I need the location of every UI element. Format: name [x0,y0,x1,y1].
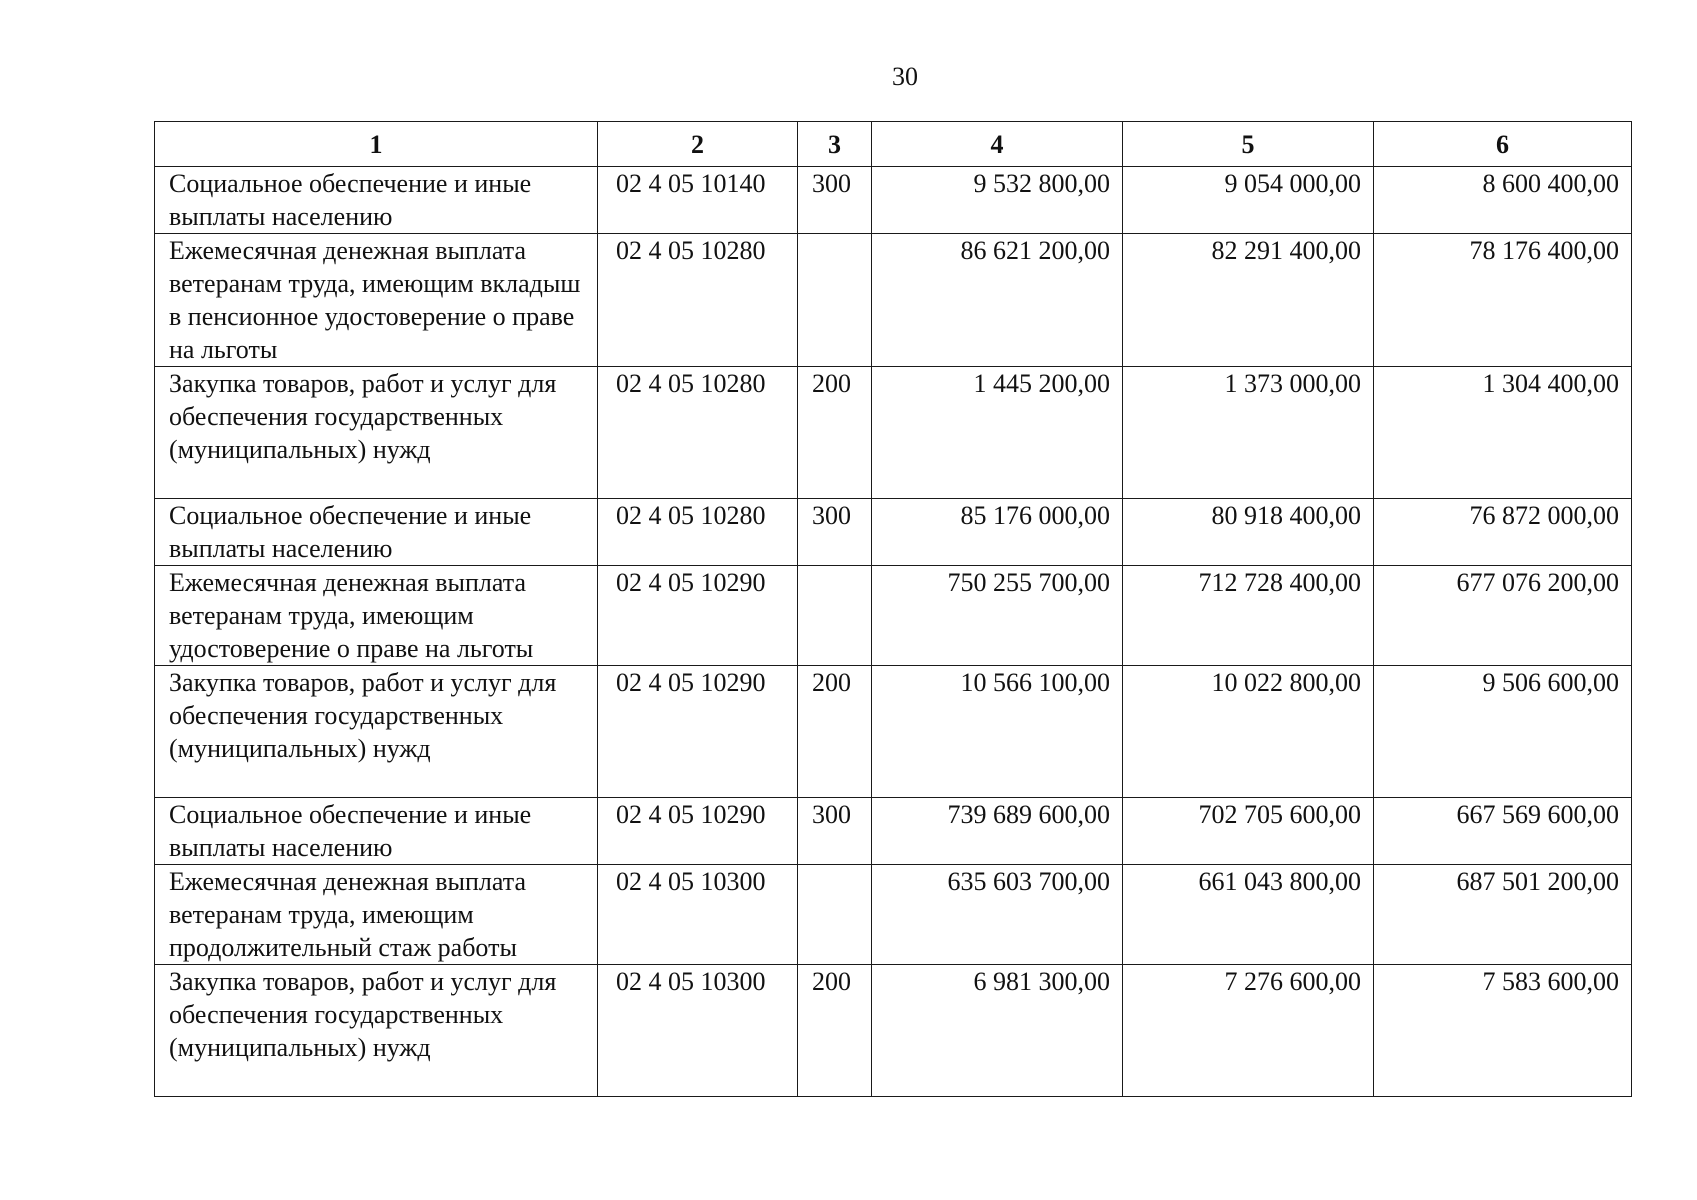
row-value-4-cell: 6 981 300,00 [872,965,1123,1097]
row-name-cell: Закупка товаров, работ и услуг для обеспечения государственных (муниципальных) нужд [155,965,598,1097]
column-header-6: 6 [1374,122,1632,167]
row-type-cell: 200 [798,367,872,499]
column-header-2: 2 [598,122,798,167]
row-name-cell: Социальное обеспечение и иные выплаты населению [155,798,598,865]
row-name-cell: Закупка товаров, работ и услуг для обеспечения государственных (муниципальных) нужд [155,367,598,499]
row-value-5-cell: 80 918 400,00 [1123,499,1374,566]
row-value-4-cell: 9 532 800,00 [872,167,1123,234]
row-value-6-cell: 7 583 600,00 [1374,965,1632,1097]
row-value-6-cell: 667 569 600,00 [1374,798,1632,865]
table-row [155,167,1632,234]
row-name-cell: Ежемесячная денежная выплата ветеранам труда, имеющим вкладыш в пенсионное удостоверение о праве на льготы [155,234,598,367]
row-code-cell: 02 4 05 10300 [598,965,798,1097]
row-name-cell: Социальное обеспечение и иные выплаты населению [155,167,598,234]
row-value-6-cell: 76 872 000,00 [1374,499,1632,566]
table-row [155,566,1632,666]
row-type-cell: 200 [798,965,872,1097]
row-value-4-cell: 85 176 000,00 [872,499,1123,566]
row-code-cell: 02 4 05 10290 [598,666,798,798]
row-code-cell: 02 4 05 10290 [598,798,798,865]
row-code-cell: 02 4 05 10280 [598,367,798,499]
row-value-4-cell: 1 445 200,00 [872,367,1123,499]
row-type-cell [798,566,872,666]
column-header-1: 1 [155,122,598,167]
row-code-cell: 02 4 05 10280 [598,499,798,566]
row-value-6-cell: 1 304 400,00 [1374,367,1632,499]
row-name-cell: Ежемесячная денежная выплата ветеранам труда, имеющим удостоверение о праве на льготы [155,566,598,666]
row-value-6-cell: 677 076 200,00 [1374,566,1632,666]
row-value-4-cell: 739 689 600,00 [872,798,1123,865]
table-row [155,666,1632,798]
column-header-4: 4 [872,122,1123,167]
row-type-cell: 200 [798,666,872,798]
table-row [155,798,1632,865]
row-value-5-cell: 712 728 400,00 [1123,566,1374,666]
table-row [155,234,1632,367]
table-row [155,865,1632,965]
row-code-cell: 02 4 05 10280 [598,234,798,367]
row-value-6-cell: 9 506 600,00 [1374,666,1632,798]
column-header-3: 3 [798,122,872,167]
row-value-5-cell: 10 022 800,00 [1123,666,1374,798]
row-value-5-cell: 82 291 400,00 [1123,234,1374,367]
row-type-cell [798,865,872,965]
page-number: 30 [892,62,918,91]
row-type-cell: 300 [798,167,872,234]
row-name-cell: Закупка товаров, работ и услуг для обеспечения государственных (муниципальных) нужд [155,666,598,798]
row-code-cell: 02 4 05 10300 [598,865,798,965]
row-value-5-cell: 9 054 000,00 [1123,167,1374,234]
row-value-5-cell: 702 705 600,00 [1123,798,1374,865]
column-header-5: 5 [1123,122,1374,167]
row-value-5-cell: 661 043 800,00 [1123,865,1374,965]
row-name-cell: Социальное обеспечение и иные выплаты населению [155,499,598,566]
row-value-4-cell: 86 621 200,00 [872,234,1123,367]
row-value-6-cell: 8 600 400,00 [1374,167,1632,234]
row-code-cell: 02 4 05 10290 [598,566,798,666]
table-row [155,499,1632,566]
table-row [155,367,1632,499]
row-value-4-cell: 750 255 700,00 [872,566,1123,666]
row-value-4-cell: 10 566 100,00 [872,666,1123,798]
row-type-cell: 300 [798,499,872,566]
row-type-cell [798,234,872,367]
table-row [155,965,1632,1097]
header-row [155,122,1632,167]
row-value-6-cell: 78 176 400,00 [1374,234,1632,367]
row-type-cell: 300 [798,798,872,865]
row-code-cell: 02 4 05 10140 [598,167,798,234]
row-value-6-cell: 687 501 200,00 [1374,865,1632,965]
row-value-4-cell: 635 603 700,00 [872,865,1123,965]
row-value-5-cell: 1 373 000,00 [1123,367,1374,499]
budget-table [154,121,1632,1097]
row-value-5-cell: 7 276 600,00 [1123,965,1374,1097]
row-name-cell: Ежемесячная денежная выплата ветеранам труда, имеющим продолжительный стаж работы [155,865,598,965]
